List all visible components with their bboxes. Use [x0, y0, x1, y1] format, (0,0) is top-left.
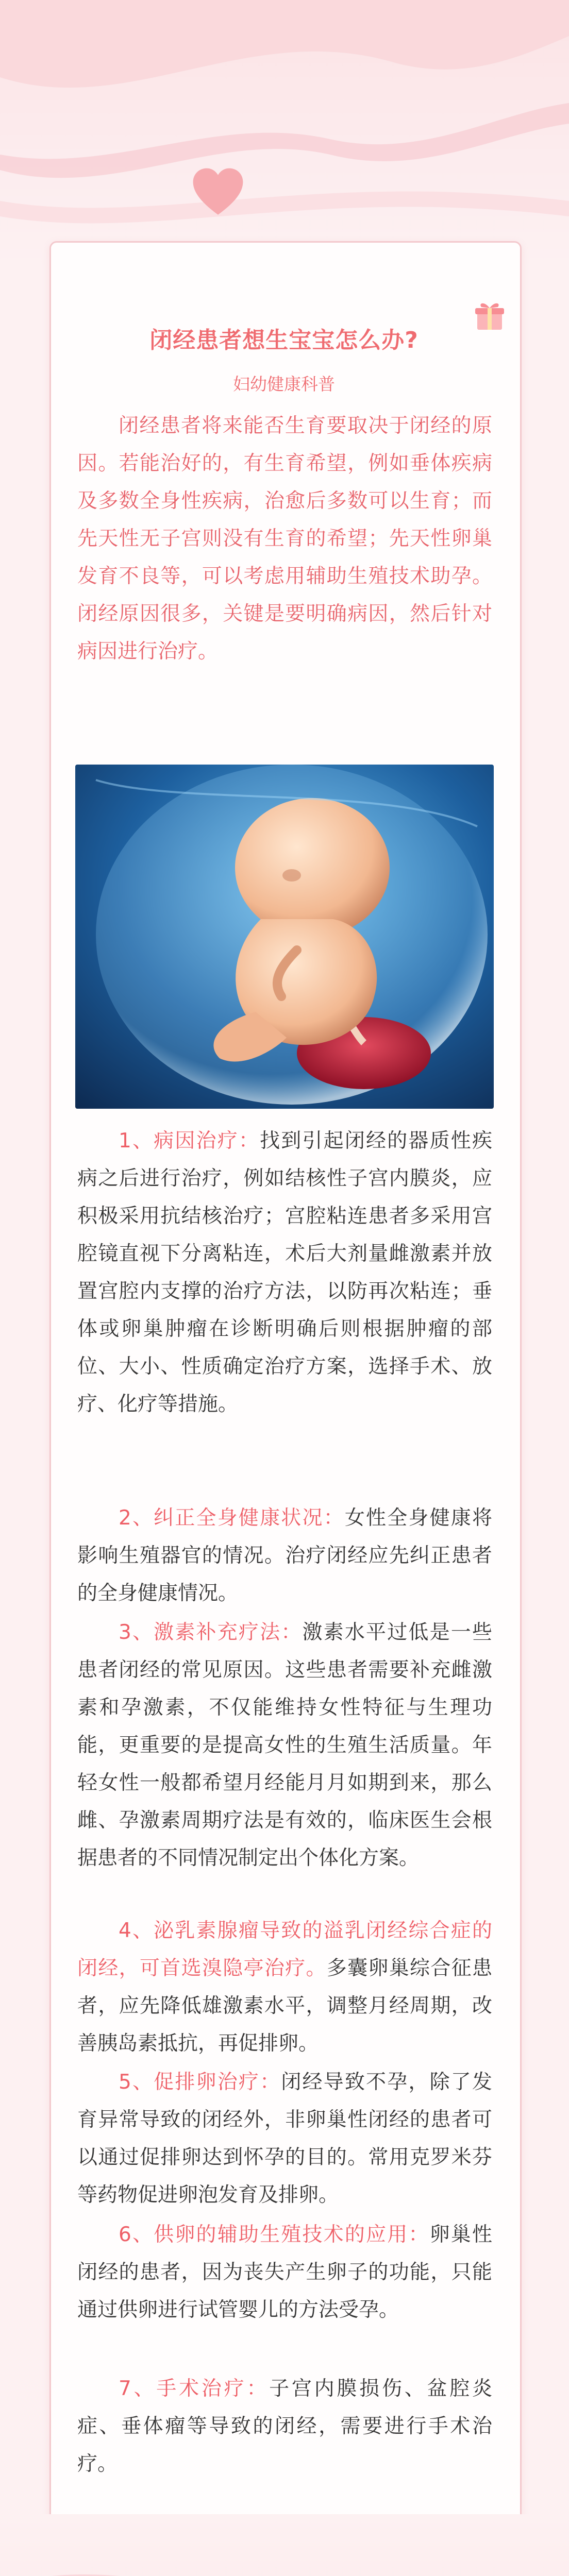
bottom-wave-decoration	[0, 2514, 569, 2576]
section-label: 3、激素补充疗法：	[119, 1621, 303, 1644]
section-1	[77, 1122, 492, 1423]
section-text: 多囊卵巢综合征患者，应先降低雄激素水平，调整月经周期，改善胰岛素抵抗，再促排卵。	[77, 1957, 492, 2055]
section-text: 找到引起闭经的器质性疾病之后进行治疗，例如结核性子宫内膜炎，应积极采用抗结核治疗；宫腔粘连患者多采用宫腔镜直视下分离粘连，术后大剂量雌激素并放置宫腔内支撑的治疗方法，以防再次粘连；垂体或卵巢肿瘤在诊断明确后则根据肿瘤的部位、大小、性质确定治疗方案，选择手术、放疗、化疗等措施。	[77, 1129, 492, 1416]
section-6	[77, 2216, 492, 2329]
section-text: 闭经导致不孕，除了发育异常导致的闭经外，非卵巢性闭经的患者可以通过促排卵达到怀孕的目的。常用克罗米芬等药物促进卵泡发育及排卵。	[77, 2071, 492, 2207]
intro-paragraph: 闭经患者将来能否生育要取决于闭经的原因。若能治好的，有生育希望，例如垂体疾病及多数全身性疾病，治愈后多数可以生育；而先天性无子宫则没有生育的希望；先天性卵巢发育不良等，可以考虑用辅助生殖技术助孕。闭经原因很多，关键是要明确病因，然后针对病因进行治疗。	[77, 414, 492, 663]
section-label: 1、病因治疗：	[119, 1129, 260, 1153]
section-text: 激素水平过低是一些患者闭经的常见原因。这些患者需要补充雌激素和孕激素，不仅能维持女性特征与生理功能，更重要的是提高女性的生殖生活质量。年轻女性一般都希望月经能月月如期到来，那么雌、孕激素周期疗法是有效的，临床医生会根据患者的不同情况制定出个体化方案。	[77, 1621, 492, 1870]
section-label: 5、促排卵治疗：	[119, 2071, 281, 2094]
section-text: 子宫内膜损伤、盆腔炎症、垂体瘤等导致的闭经，需要进行手术治疗。	[77, 2377, 492, 2476]
section-text: 女性全身健康将影响生殖器官的情况。治疗闭经应先纠正患者的全身健康情况。	[77, 1506, 492, 1605]
heart-icon	[190, 165, 246, 222]
fetus-image	[75, 765, 494, 1109]
top-wave-decoration	[0, 0, 569, 268]
section-label: 7、手术治疗：	[119, 2377, 270, 2400]
section-7	[77, 2370, 492, 2483]
article-subtitle: 妇幼健康科普	[233, 374, 335, 394]
article-title: 闭经患者想生宝宝怎么办?	[149, 327, 419, 353]
section-label: 4、泌乳素腺瘤导致的溢乳闭经综合症的闭经，可首选溴隐亭治疗。	[77, 1919, 492, 1980]
section-5	[77, 2063, 492, 2214]
section-4	[77, 1912, 492, 2062]
section-2	[77, 1499, 492, 1612]
section-label: 6、供卵的辅助生殖技术的应用：	[119, 2223, 430, 2246]
section-3	[77, 1614, 492, 1877]
section-label: 2、纠正全身健康状况：	[119, 1506, 345, 1530]
section-text: 卵巢性闭经的患者，因为丧失产生卵子的功能，只能通过供卵进行试管婴儿的方法受孕。	[77, 2223, 492, 2321]
